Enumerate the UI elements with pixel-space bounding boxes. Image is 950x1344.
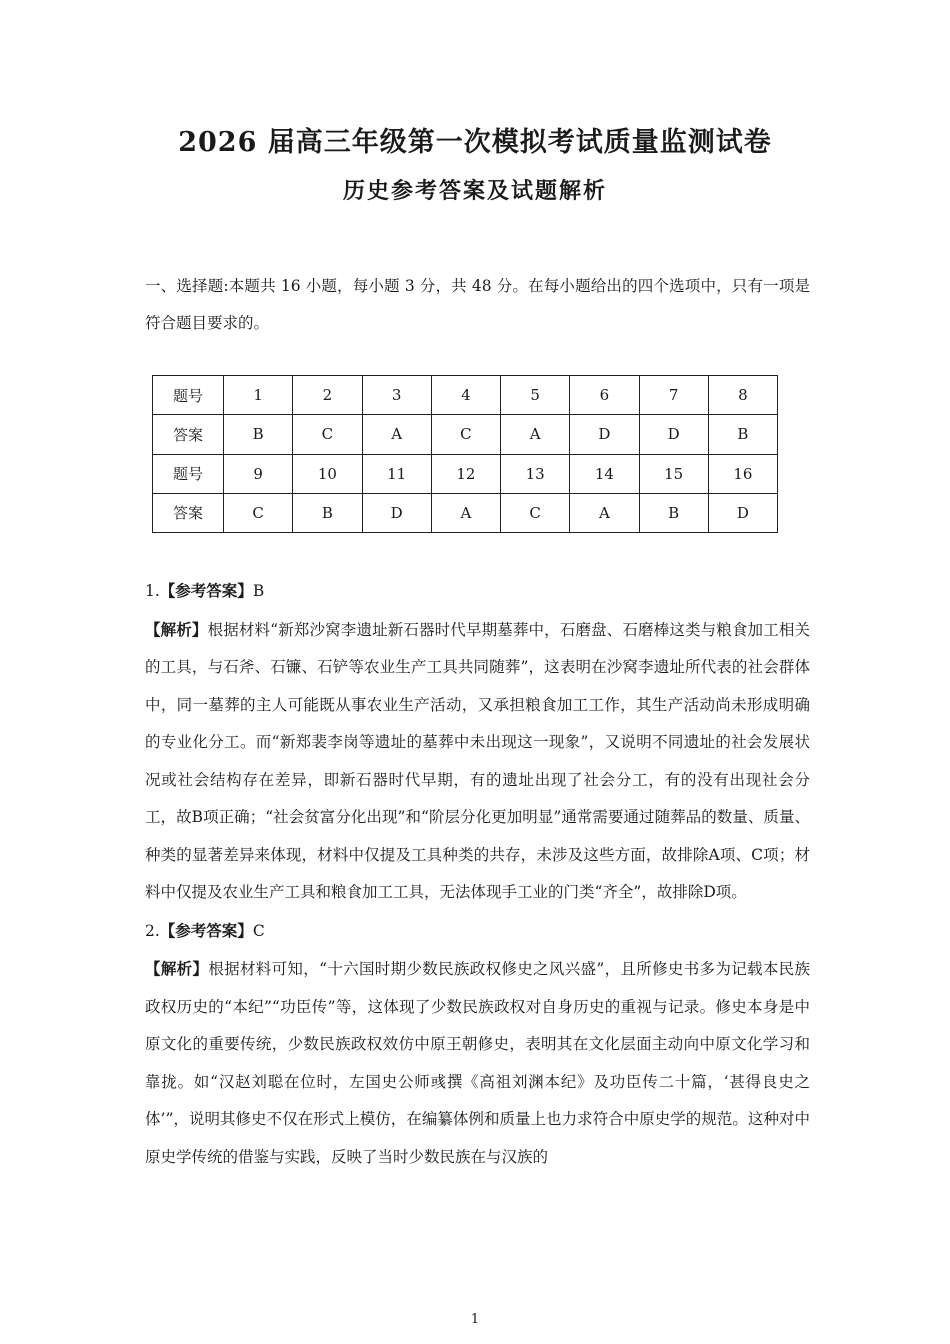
- answer-table-row: [153, 454, 778, 493]
- table-cell: A: [431, 493, 500, 532]
- table-cell: 3: [362, 376, 431, 415]
- table-cell: B: [708, 415, 777, 454]
- table-cell: 8: [708, 376, 777, 415]
- question-1-analysis: [145, 611, 810, 912]
- row-label-cell: 答案: [153, 493, 224, 532]
- answer-value: C: [252, 921, 265, 940]
- table-cell: 13: [501, 454, 570, 493]
- table-cell: C: [501, 493, 570, 532]
- table-cell: 1: [224, 376, 293, 415]
- table-cell: 4: [431, 376, 500, 415]
- table-cell: C: [431, 415, 500, 454]
- table-cell: D: [570, 415, 639, 454]
- answer-tag: 【参考答案】: [159, 581, 253, 600]
- table-cell: 9: [224, 454, 293, 493]
- analysis-text: 根据材料“新郑沙窝李遗址新石器时代早期墓葬中，石磨盘、石磨棒这类与粮食加工相关的工具，与石斧、石镰、石铲等农业生产工具共同随葬”，这表明在沙窝李遗址所代表的社会群体中，同一墓葬的主人可能既从事农业生产活动，又承担粮食加工工作，其生产活动尚未形成明确的专业化分工。而“新郑裴李岗等遗址的墓葬中未出现这一现象”，又说明不同遗址的社会发展状况或社会结构存在差异，即新石器时代早期，有的遗址出现了社会分工，有的没有出现社会分工，故B项正确；“社会贫富分化出现”和“阶层分化更加明显”通常需要通过随葬品的数量、质量、种类的显著差异来体现，材料中仅提及工具种类的共存，未涉及这些方面，故排除A项、C项；材料中仅提及农业生产工具和粮食加工工具，无法体现手工业的门类“齐全”，故排除D项。: [145, 620, 810, 901]
- question-2-answer-line: [145, 912, 810, 951]
- table-cell: B: [293, 493, 362, 532]
- table-cell: 10: [293, 454, 362, 493]
- table-cell: 11: [362, 454, 431, 493]
- analysis-tag: 【解析】: [145, 619, 208, 639]
- table-cell: C: [293, 415, 362, 454]
- table-cell: 16: [708, 454, 777, 493]
- table-cell: 2: [293, 376, 362, 415]
- table-cell: 14: [570, 454, 639, 493]
- table-cell: B: [224, 415, 293, 454]
- table-cell: C: [224, 493, 293, 532]
- answer-table: [152, 375, 778, 533]
- row-label-cell: 题号: [153, 454, 224, 493]
- document-title: 2026 届高三年级第一次模拟考试质量监测试卷: [178, 127, 772, 158]
- table-cell: 15: [639, 454, 708, 493]
- table-cell: D: [639, 415, 708, 454]
- analysis-section: [145, 572, 810, 1176]
- section-intro: 一、选择题:本题共 16 小题，每小题 3 分，共 48 分。在每小题给出的四个选项中，只有一项是符合题目要求的。: [145, 277, 810, 332]
- answer-table-row: [153, 376, 778, 415]
- table-cell: 7: [639, 376, 708, 415]
- answer-value: B: [252, 582, 265, 600]
- question-number: 2.: [145, 921, 160, 940]
- table-cell: D: [362, 493, 431, 532]
- answer-table-row: [153, 415, 778, 454]
- table-cell: A: [362, 415, 431, 454]
- answer-table-row: [153, 493, 778, 532]
- row-label-cell: 答案: [153, 415, 224, 454]
- table-cell: 12: [431, 454, 500, 493]
- question-number: 1.: [145, 582, 160, 600]
- table-cell: D: [708, 493, 777, 532]
- table-cell: B: [639, 493, 708, 532]
- table-cell: 6: [570, 376, 639, 415]
- page-number: 1: [470, 1312, 480, 1327]
- row-label-cell: 题号: [153, 376, 224, 415]
- analysis-tag: 【解析】: [145, 959, 209, 978]
- question-1-answer-line: [145, 572, 810, 611]
- document-subtitle: 历史参考答案及试题解析: [342, 178, 607, 204]
- table-cell: 5: [501, 376, 570, 415]
- question-2-analysis: [145, 950, 810, 1176]
- analysis-text: 根据材料可知，“十六国时期少数民族政权修史之风兴盛”，且所修史书多为记载本民族政权历史的“本纪”“功臣传”等，这体现了少数民族政权对自身历史的重视与记录。修史本身是中原文化的重要传统，少数民族政权效仿中原王朝修史，表明其在文化层面主动向中原文化学习和靠拢。如“汉赵刘聪在位时，左国史公师彧撰《高祖刘渊本纪》及功臣传二十篇，‘甚得良史之体’”，说明其修史不仅在形式上模仿，在编纂体例和质量上也力求符合中原史学的规范。这种对中原史学传统的借鉴与实践，反映了当时少数民族在与汉族的: [145, 960, 810, 1166]
- table-cell: A: [570, 493, 639, 532]
- answer-tag: 【参考答案】: [159, 920, 253, 940]
- table-cell: A: [501, 415, 570, 454]
